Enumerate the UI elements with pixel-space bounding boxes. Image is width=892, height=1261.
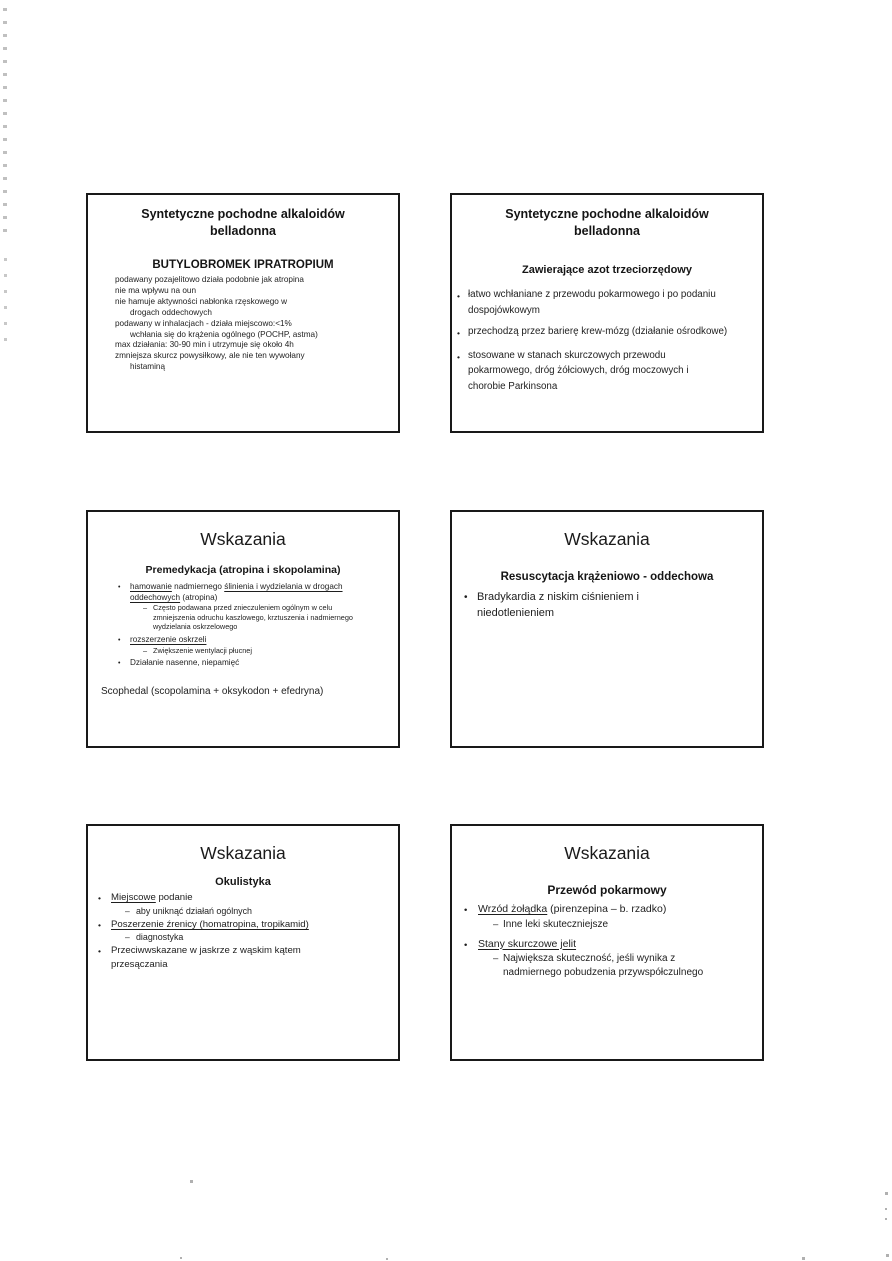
sub-bullet-text [503, 918, 756, 932]
bullet-marker: • [118, 660, 121, 668]
text-line: nadmiernego pobudzenia przywspółczulnego [503, 967, 704, 978]
bullet-marker: • [464, 592, 468, 603]
slide-heading: Zawierające azot trzeciorzędowy [522, 264, 692, 276]
scan-artifact [386, 1258, 388, 1260]
bullet-item [98, 891, 390, 918]
dash-marker: – [125, 905, 130, 916]
text-line: zmniejszenia odruchu kaszlowego, krztuszenia i nadmiernego [153, 612, 353, 622]
text-line: przechodzą przez barierę krew-mózg (działanie ośrodkowe) [468, 326, 728, 338]
bullet-list [118, 582, 384, 670]
text-line: niedotlenieniem [477, 607, 555, 619]
text-line: podawany w inhalacjach - działa miejscowo:<1% [115, 318, 292, 328]
bullet-marker: • [98, 946, 101, 956]
text-line: Stany skurczowe jelit [478, 937, 577, 950]
scan-artifact [3, 8, 7, 232]
text-line: histaminą [130, 362, 166, 372]
footer-note: Scophedal (scopolamina + oksykodon + efedryna) [101, 685, 324, 697]
slide-heading: Resuscytacja krążeniowo - oddechowa [500, 571, 714, 583]
scan-artifact [190, 1180, 193, 1183]
bullet-item [464, 937, 756, 985]
scan-artifact [885, 1208, 887, 1210]
text-line: Często podawana przed znieczuleniem ogólnym w celu [153, 603, 333, 613]
slide-title [88, 206, 398, 240]
title-line: belladonna [210, 224, 276, 238]
scan-artifact [4, 258, 7, 348]
text-line: drogach oddechowych [130, 307, 212, 317]
text-line: dospojówkowym [468, 304, 540, 316]
sub-bullet-item [493, 952, 756, 980]
slide-wskazania-resuscytacja [450, 510, 764, 748]
bullet-marker: • [118, 584, 121, 591]
bullet-item [98, 918, 390, 945]
text-line: przesączania [111, 958, 168, 970]
bullet-text [468, 324, 758, 340]
bullet-list [464, 902, 756, 984]
bullet-item [457, 287, 758, 318]
bullet-marker: • [457, 291, 460, 301]
text-line: wchłania się do krążenia ogólnego (POCHP, astma) [130, 329, 318, 339]
bullet-marker: • [457, 328, 460, 339]
bullet-list [457, 287, 758, 395]
text-line: Zwiększenie wentylacji płucnej [153, 645, 252, 655]
sub-bullet-text [153, 646, 384, 656]
bullet-item [118, 635, 384, 656]
sub-bullet-text [136, 905, 390, 918]
text-line: Miejscowe podanie [111, 892, 193, 903]
scan-artifact [885, 1218, 887, 1220]
scan-artifact [802, 1257, 805, 1260]
bullet-marker: • [457, 351, 460, 362]
bullet-item [98, 944, 390, 971]
slide-title [452, 206, 762, 240]
scan-artifact [886, 1254, 889, 1257]
sub-bullet-item [143, 603, 384, 632]
text-line: chorobie Parkinsona [468, 380, 558, 392]
text-line: rozszerzenie oskrzeli [130, 634, 207, 644]
text-line: max działania: 30-90 min i utrzymuje się około 4h [115, 340, 294, 350]
slide-butylobromek-ipratropium [86, 193, 400, 433]
bullet-marker: • [464, 939, 468, 951]
bullet-item [464, 902, 756, 936]
text-line: oddechowych (atropina) [130, 592, 218, 602]
dash-marker: – [493, 953, 499, 964]
title-line: Syntetyczne pochodne alkaloidów [141, 207, 345, 221]
text-line: pokarmowego, dróg żółciowych, dróg moczowych i [468, 365, 689, 377]
bullet-item [464, 589, 752, 621]
dash-marker: – [493, 918, 499, 930]
text-line: łatwo wchłaniane z przewodu pokarmowego i po podaniu [468, 289, 716, 300]
scan-artifact [885, 1192, 888, 1195]
sub-bullet-item [493, 918, 756, 932]
slide-wskazania-premedykacja [86, 510, 400, 748]
text-line: wydzielania oskrzelowego [153, 622, 238, 632]
slide-heading: BUTYLOBROMEK IPRATROPIUM [152, 259, 334, 271]
text-line: Wrzód żołądka (pirenzepina – b. rzadko) [478, 903, 667, 915]
text-line: Bradykardia z niskim ciśnieniem i [477, 591, 639, 603]
bullet-item [118, 582, 384, 633]
slide-heading: Premedykacja (atropina i skopolamina) [145, 564, 341, 576]
slide-wskazania-okulistyka [86, 824, 400, 1061]
slide-title: Wskazania [200, 843, 286, 863]
text-line: zmniejsza skurcz powysiłkowy, ale nie ten wywołany [115, 351, 305, 361]
text-line: nie ma wpływu na oun [115, 285, 197, 295]
slide-wskazania-przewod-pokarmowy [450, 824, 764, 1061]
bullet-text [130, 582, 384, 633]
text-line: hamowanie nadmiernego ślinienia i wydzielania w drogach [130, 582, 343, 591]
slide-azot-trzeciorzedowy [450, 193, 764, 433]
scan-artifact [180, 1257, 182, 1259]
text-line: stosowane w stanach skurczowych przewodu [468, 349, 666, 361]
text-line: podawany pozajelitowo działa podobnie jak atropina [115, 275, 304, 284]
text-line: Przeciwwskazane w jaskrze z wąskim kątem [111, 945, 301, 956]
sub-bullet-text [153, 603, 384, 632]
sub-bullet-item [125, 905, 390, 918]
bullet-text [130, 635, 384, 656]
slide-body [88, 275, 398, 373]
bullet-list [98, 891, 390, 971]
bullet-marker: • [464, 905, 468, 916]
slide-heading: Okulistyka [215, 876, 271, 888]
sub-bullet-text [136, 931, 390, 944]
bullet-text [468, 287, 758, 318]
text-line: Poszerzenie źrenicy (homatropina, tropikamid) [111, 918, 309, 930]
slide-title: Wskazania [200, 529, 286, 549]
bullet-item [118, 658, 384, 670]
bullet-item [457, 324, 758, 342]
bullet-list [464, 589, 752, 621]
bullet-text [468, 348, 758, 395]
text-line: nie hamuje aktywności nabłonka rzęskowego w [115, 296, 288, 306]
text-line: Inne leki skuteczniejsze [503, 918, 609, 930]
text-line: Działanie nasenne, niepamięć [130, 658, 240, 668]
text-line: aby uniknąć działań ogólnych [136, 905, 252, 916]
bullet-text [130, 658, 384, 669]
bullet-text [111, 944, 390, 971]
bullet-text [477, 589, 752, 621]
bullet-item [457, 348, 758, 395]
text-line: diagnostyka [136, 932, 184, 942]
bullet-marker: • [98, 919, 101, 930]
sub-bullet-text [503, 952, 756, 980]
bullet-text [111, 918, 390, 945]
title-line: Syntetyczne pochodne alkaloidów [505, 207, 709, 221]
text-line: Największa skuteczność, jeśli wynika z [503, 953, 676, 964]
bullet-marker: • [98, 893, 101, 903]
sub-bullet-item [143, 646, 384, 656]
dash-marker: – [143, 645, 148, 655]
bullet-text [478, 937, 756, 985]
title-line: belladonna [574, 224, 640, 238]
dash-marker: – [143, 603, 148, 613]
slide-title: Wskazania [564, 529, 650, 549]
slide-title: Wskazania [564, 843, 650, 863]
bullet-marker: • [118, 636, 121, 644]
sub-bullet-item [125, 931, 390, 944]
bullet-text [111, 891, 390, 918]
dash-marker: – [125, 932, 130, 942]
bullet-text [478, 902, 756, 936]
slide-heading: Przewód pokarmowy [547, 883, 667, 897]
